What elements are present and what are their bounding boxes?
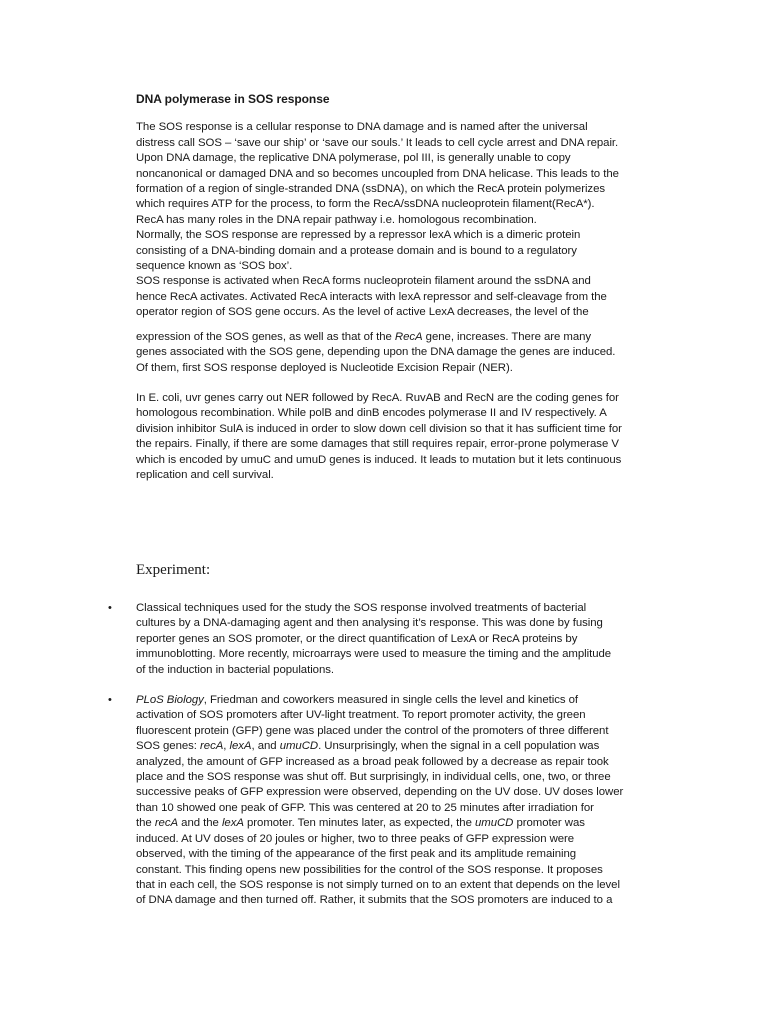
text-span: expression of the SOS genes, as well as that of the (136, 330, 395, 343)
text-span: the (136, 817, 155, 830)
paragraph-sos-intro (136, 120, 660, 376)
text-line: of DNA damage and then turned off. Rather, it submits that the SOS promoters are induced to a (136, 894, 613, 907)
document-title: DNA polymerase in SOS response (136, 92, 330, 106)
text-line: constant. This finding opens new possibilities for the control of the SOS response. It proposes (136, 863, 603, 876)
list-item (108, 693, 668, 909)
italic-gene-name: umuCD (279, 740, 319, 753)
text-line: hence RecA activates. Activated RecA interacts with lexA repressor and self-cleavage from the (136, 290, 607, 303)
text-line: Classical techniques used for the study the SOS response involved treatments of bacterial (136, 602, 587, 614)
text-line: immunoblotting. More recently, microarrays were used to measure the timing and the amplitude (136, 648, 612, 661)
text-line: RecA has many roles in the DNA repair pathway i.e. homologous recombination. (136, 213, 537, 226)
text-line: than 10 showed one peak of GFP. This was centered at 20 to 25 minutes after irradiation for (136, 801, 594, 814)
text-line: fluorescent protein (GFP) gene was placed under the control of the promoters of three different (136, 724, 609, 737)
italic-gene-name: umuCD (475, 817, 514, 830)
text-line (136, 693, 668, 708)
document-body (136, 92, 660, 483)
bullet-icon: • (108, 694, 112, 707)
text-line: formation of a region of single-stranded DNA (ssDNA), on which the RecA protein polymerizes (136, 183, 606, 196)
text-line: which is encoded by umuC and umuD genes is induced. It leads to mutation but it lets continuous (136, 453, 622, 466)
text-line: The SOS response is a cellular response to DNA damage and is named after the universal (136, 121, 588, 134)
paragraph-spacer (136, 376, 660, 391)
text-span: SOS genes: (136, 740, 201, 753)
text-span: . Unsurprisingly, when the signal in a cell population was (318, 740, 600, 753)
text-line: In E. coli, uvr genes carry out NER followed by RecA. RuvAB and RecN are the coding genes for (136, 391, 619, 404)
text-line: replication and cell survival. (136, 468, 274, 481)
italic-gene-name: lexA (229, 740, 252, 753)
text-line: reporter genes an SOS promoter, or the direct quantification of LexA or RecA proteins by (136, 632, 578, 645)
section-heading-experiment: Experiment: (136, 562, 211, 578)
text-line: the repairs. Finally, if there are some damages that still requires repair, error-prone polymerase V (136, 438, 619, 451)
text-line: operator region of SOS gene occurs. As the level of active LexA decreases, the level of the (136, 306, 589, 319)
paragraph-ecoli (136, 391, 660, 483)
italic-gene-name: recA (200, 740, 224, 753)
text-span: gene, increases. There are many (422, 330, 592, 343)
italic-journal-name: PLoS Biology (136, 694, 204, 707)
text-span: and the (178, 817, 222, 830)
text-line: homologous recombination. While polB and dinB encodes polymerase II and IV respectively. A (136, 407, 607, 420)
text-line (136, 739, 668, 754)
text-line: place and the SOS response was shut off. But surprisingly, in individual cells, one, two, or three (136, 771, 611, 784)
text-line: which requires ATP for the process, to form the RecA/ssDNA nucleoprotein filament(RecA*). (136, 198, 595, 211)
text-line: induced. At UV doses of 20 joules or higher, two to three peaks of GFP expression were (136, 832, 575, 845)
text-line: genes associated with the SOS gene, depending upon the DNA damage the genes are induced. (136, 346, 616, 359)
text-line: division inhibitor SulA is induced in order to slow down cell division so that it has sufficient time for (136, 422, 622, 435)
text-line: of the induction in bacterial populations. (136, 663, 335, 676)
text-line: noncanonical or damaged DNA and so becomes uncoupled from DNA helicase. This leads to the (136, 167, 619, 180)
text-line: Of them, first SOS response deployed is Nucleotide Excision Repair (NER). (136, 361, 513, 374)
text-span: , Friedman and coworkers measured in single cells the level and kinetics of (203, 694, 579, 707)
italic-gene-name: recA (154, 817, 179, 830)
text-span: promoter was (513, 817, 585, 830)
text-line: analyzed, the amount of GFP increased as a broad peak followed by a decrease as repair took (136, 755, 609, 768)
text-line: cultures by a DNA-damaging agent and then analysing it’s response. This was done by fusing (136, 617, 603, 630)
text-line: Normally, the SOS response are repressed by a repressor lexA which is a dimeric protein (136, 229, 581, 242)
bullet-list (108, 601, 668, 924)
text-line: observed, with the timing of the appearance of the first peak and its amplitude remaining (136, 848, 577, 861)
text-span: , (223, 740, 230, 753)
text-line: Upon DNA damage, the replicative DNA polymerase, pol III, is generally unable to copy (136, 152, 571, 165)
italic-gene-name: RecA (394, 330, 423, 343)
bullet-icon: • (108, 602, 112, 614)
text-line: activation of SOS promoters after UV-light treatment. To report promoter activity, the green (136, 709, 586, 722)
text-span: , and (251, 740, 280, 753)
text-line: SOS response is activated when RecA forms nucleoprotein filament around the ssDNA and (136, 275, 591, 288)
text-line: distress call SOS – ‘save our ship’ or ‘save our souls.’ It leads to cell cycle arrest and DNA repair. (136, 136, 619, 149)
text-span: promoter. Ten minutes later, as expected, the (243, 817, 475, 830)
text-line (136, 816, 668, 831)
text-line: consisting of a DNA-binding domain and a protease domain and is bound to a regulatory (136, 244, 577, 257)
text-line: sequence known as ‘SOS box’. (136, 260, 293, 273)
text-line: successive peaks of GFP expression were observed, depending on the UV dose. UV doses lower (136, 786, 624, 799)
italic-gene-name: lexA (221, 817, 244, 830)
list-item (108, 601, 668, 678)
text-line: that in each cell, the SOS response is not simply turned on to an extent that depends on the level (136, 878, 620, 891)
text-line (136, 330, 660, 345)
